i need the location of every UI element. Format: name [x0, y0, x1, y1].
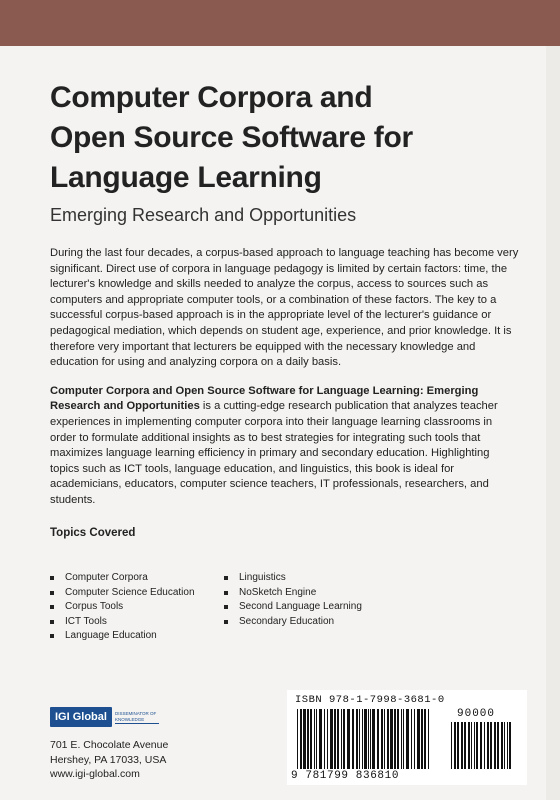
barcode-bar [300, 709, 302, 769]
barcode-bar [474, 722, 475, 769]
spine-edge [546, 46, 560, 800]
publisher-address [50, 738, 250, 782]
barcode-bar [368, 709, 369, 769]
addon-barcode-bars [451, 722, 513, 769]
barcode-bar [319, 709, 322, 769]
barcode-bar [387, 709, 389, 769]
publisher-website: www.igi-global.com [50, 768, 140, 780]
topic-item: Language Education [50, 629, 224, 644]
barcode-bar [343, 709, 345, 769]
barcode-bar [454, 722, 456, 769]
back-cover-content [50, 78, 520, 539]
barcode-bar [480, 722, 482, 769]
barcode-bar [497, 722, 499, 769]
barcode-bar [509, 722, 511, 769]
igi-global-logo [50, 706, 250, 728]
paragraph-2-book-title: Computer Corpora and Open Source Software for Language Learning: Emerging Research and Opportunities [50, 384, 479, 413]
barcode-bar [370, 709, 371, 769]
topic-item: NoSketch Engine [224, 586, 362, 601]
paragraph-2-text: is a cutting-edge research publication that analyzes teacher experiences in implementing computer corpora into their language learning classrooms in order to formulate additional insights as to best strategies for integrating such tools that maximizes language learning efficiency in primary and secondary education. Highlighting topics such as ICT tools, language education, and linguistics, this book is ideal for academicians, educators, computer science teachers, IT professionals, researchers, and students. [50, 400, 498, 506]
barcode-bar [476, 722, 478, 769]
topics-column-2 [224, 571, 362, 644]
barcode-bar [417, 709, 420, 769]
barcode-bar [424, 709, 426, 769]
topic-item: Second Language Learning [224, 600, 362, 615]
barcode-bar [403, 709, 404, 769]
topic-item: Corpus Tools [50, 600, 224, 615]
main-barcode-bars [297, 709, 429, 769]
barcode-bar [464, 722, 466, 769]
title-line-2: Open Source Software for [50, 121, 413, 154]
barcode-bar [372, 709, 375, 769]
barcode-bar [314, 709, 315, 769]
topic-item: Secondary Education [224, 615, 362, 630]
barcode-bar [501, 722, 503, 769]
barcode-bar [411, 709, 412, 769]
description-paragraph-2 [50, 384, 520, 509]
barcode-bar [397, 709, 399, 769]
barcode-bar [347, 709, 350, 769]
barcode-bar [352, 709, 354, 769]
barcode-bar [484, 722, 485, 769]
title-line-1: Computer Corpora and [50, 81, 373, 114]
topics-list [50, 571, 520, 644]
barcode-bar [377, 709, 379, 769]
barcode-bar [330, 709, 333, 769]
topics-column-1 [50, 571, 224, 644]
barcode-bar [297, 709, 298, 769]
address-street: 701 E. Chocolate Avenue [50, 739, 169, 751]
barcode-bar [414, 709, 415, 769]
barcode-bar [356, 709, 358, 769]
isbn-barcode [287, 690, 527, 785]
topic-item: Computer Corpora [50, 571, 224, 586]
barcode-bar [451, 722, 452, 769]
barcode-bar [468, 722, 470, 769]
barcode-bar [334, 709, 336, 769]
logo-wordmark: IGI Global [50, 707, 112, 727]
barcode-bar [487, 722, 489, 769]
topic-item: Linguistics [224, 571, 362, 586]
barcode-bar [494, 722, 496, 769]
publisher-block [50, 706, 250, 782]
address-city: Hershey, PA 17033, USA [50, 753, 167, 766]
barcode-bar [390, 709, 393, 769]
barcode-bar [507, 722, 508, 769]
barcode-bar [421, 709, 423, 769]
barcode-bar [384, 709, 385, 769]
barcode-bar [324, 709, 325, 769]
barcode-bar [316, 709, 317, 769]
barcode-bar [362, 709, 363, 769]
barcode-bar [471, 722, 472, 769]
barcode-bar [461, 722, 463, 769]
barcode-bar [401, 709, 402, 769]
top-color-band [0, 0, 560, 46]
barcode-bar [310, 709, 312, 769]
barcode-number: 9 781799 836810 [291, 770, 400, 782]
topics-heading: Topics Covered [50, 526, 136, 539]
barcode-bar [394, 709, 396, 769]
barcode-bar [381, 709, 383, 769]
topic-item: Computer Science Education [50, 586, 224, 601]
barcode-bar [307, 709, 309, 769]
barcode-bar [359, 709, 360, 769]
isbn-label: ISBN 978-1-7998-3681-0 [295, 694, 445, 706]
barcode-bar [303, 709, 306, 769]
barcode-bar [428, 709, 429, 769]
barcode-bar [490, 722, 492, 769]
title-line-3: Language Learning [50, 161, 322, 194]
barcode-bar [457, 722, 459, 769]
logo-tagline: DISSEMINATOR OF KNOWLEDGE [115, 711, 159, 724]
book-subtitle: Emerging Research and Opportunities [50, 205, 357, 225]
barcode-bar [327, 709, 328, 769]
barcode-bar [504, 722, 505, 769]
price-addon-number: 90000 [457, 708, 496, 720]
barcode-bar [406, 709, 409, 769]
topic-item: ICT Tools [50, 615, 224, 630]
description-paragraph-1: During the last four decades, a corpus-based approach to language teaching has become very significant. Direct use of corpora in language pedagogy is limited by certain factors: time, the lecturer's knowledge and skills needed to analyze the corpus, access to sources such as computers and appropriate computer tools, or a combination of these factors. The key to a successful corpus-based approach is in the appropriate level of the lecturer's guidance or pedagogical mediation, which depends on student age, experience, and prior knowledge. It is therefore very important that lecturers be equipped with the necessary knowledge and education for using and analyzing corpora on a daily basis. [50, 247, 519, 369]
barcode-bar [364, 709, 367, 769]
barcode-bar [337, 709, 339, 769]
barcode-bar [341, 709, 342, 769]
book-title [50, 78, 520, 198]
